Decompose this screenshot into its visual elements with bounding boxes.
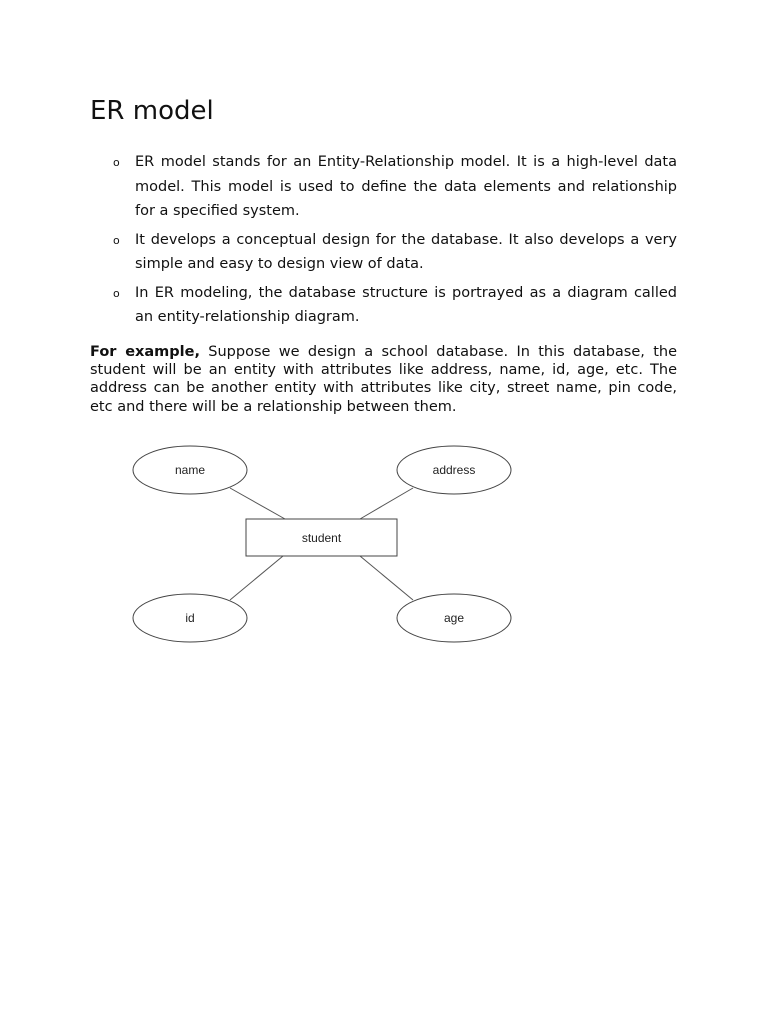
bullet-text: In ER modeling, the database structure is portrayed as a diagram called an entity-relationship diagram. [135, 284, 677, 325]
connector-line [230, 556, 283, 600]
attribute-age-label: age [443, 611, 465, 625]
example-text: Suppose we design a school database. In this database, the student will be an entity with attributes like address, name, id, age, etc. The address can be another entity with attributes like city, street name, pin code, etc and there will be a relationship between them. [90, 344, 677, 415]
example-lead: For example, [90, 344, 200, 360]
bullet-list [90, 150, 677, 334]
connector-line [230, 488, 285, 519]
bullet-marker: o [113, 233, 120, 247]
connector-line [360, 488, 413, 519]
bullet-item [90, 281, 677, 330]
bullet-marker: o [113, 156, 120, 169]
attribute-name-label: name [174, 463, 206, 477]
connector-line [360, 556, 413, 600]
bullet-text: ER model stands for an Entity-Relationship model. It is a high-level data model. This model is used to define the data elements and relationship for a specified system. [135, 154, 677, 219]
bullet-marker: o [113, 286, 120, 300]
er-diagram [120, 435, 520, 655]
page-title: ER model [90, 96, 214, 126]
attribute-address-label: address [432, 463, 476, 477]
bullet-item [90, 150, 677, 224]
example-paragraph [90, 343, 677, 416]
entity-student-label: student [301, 531, 342, 545]
bullet-item [90, 228, 677, 277]
attribute-id-label: id [185, 611, 195, 625]
bullet-text: It develops a conceptual design for the database. It also develops a very simple and easy to design view of data. [135, 231, 677, 272]
